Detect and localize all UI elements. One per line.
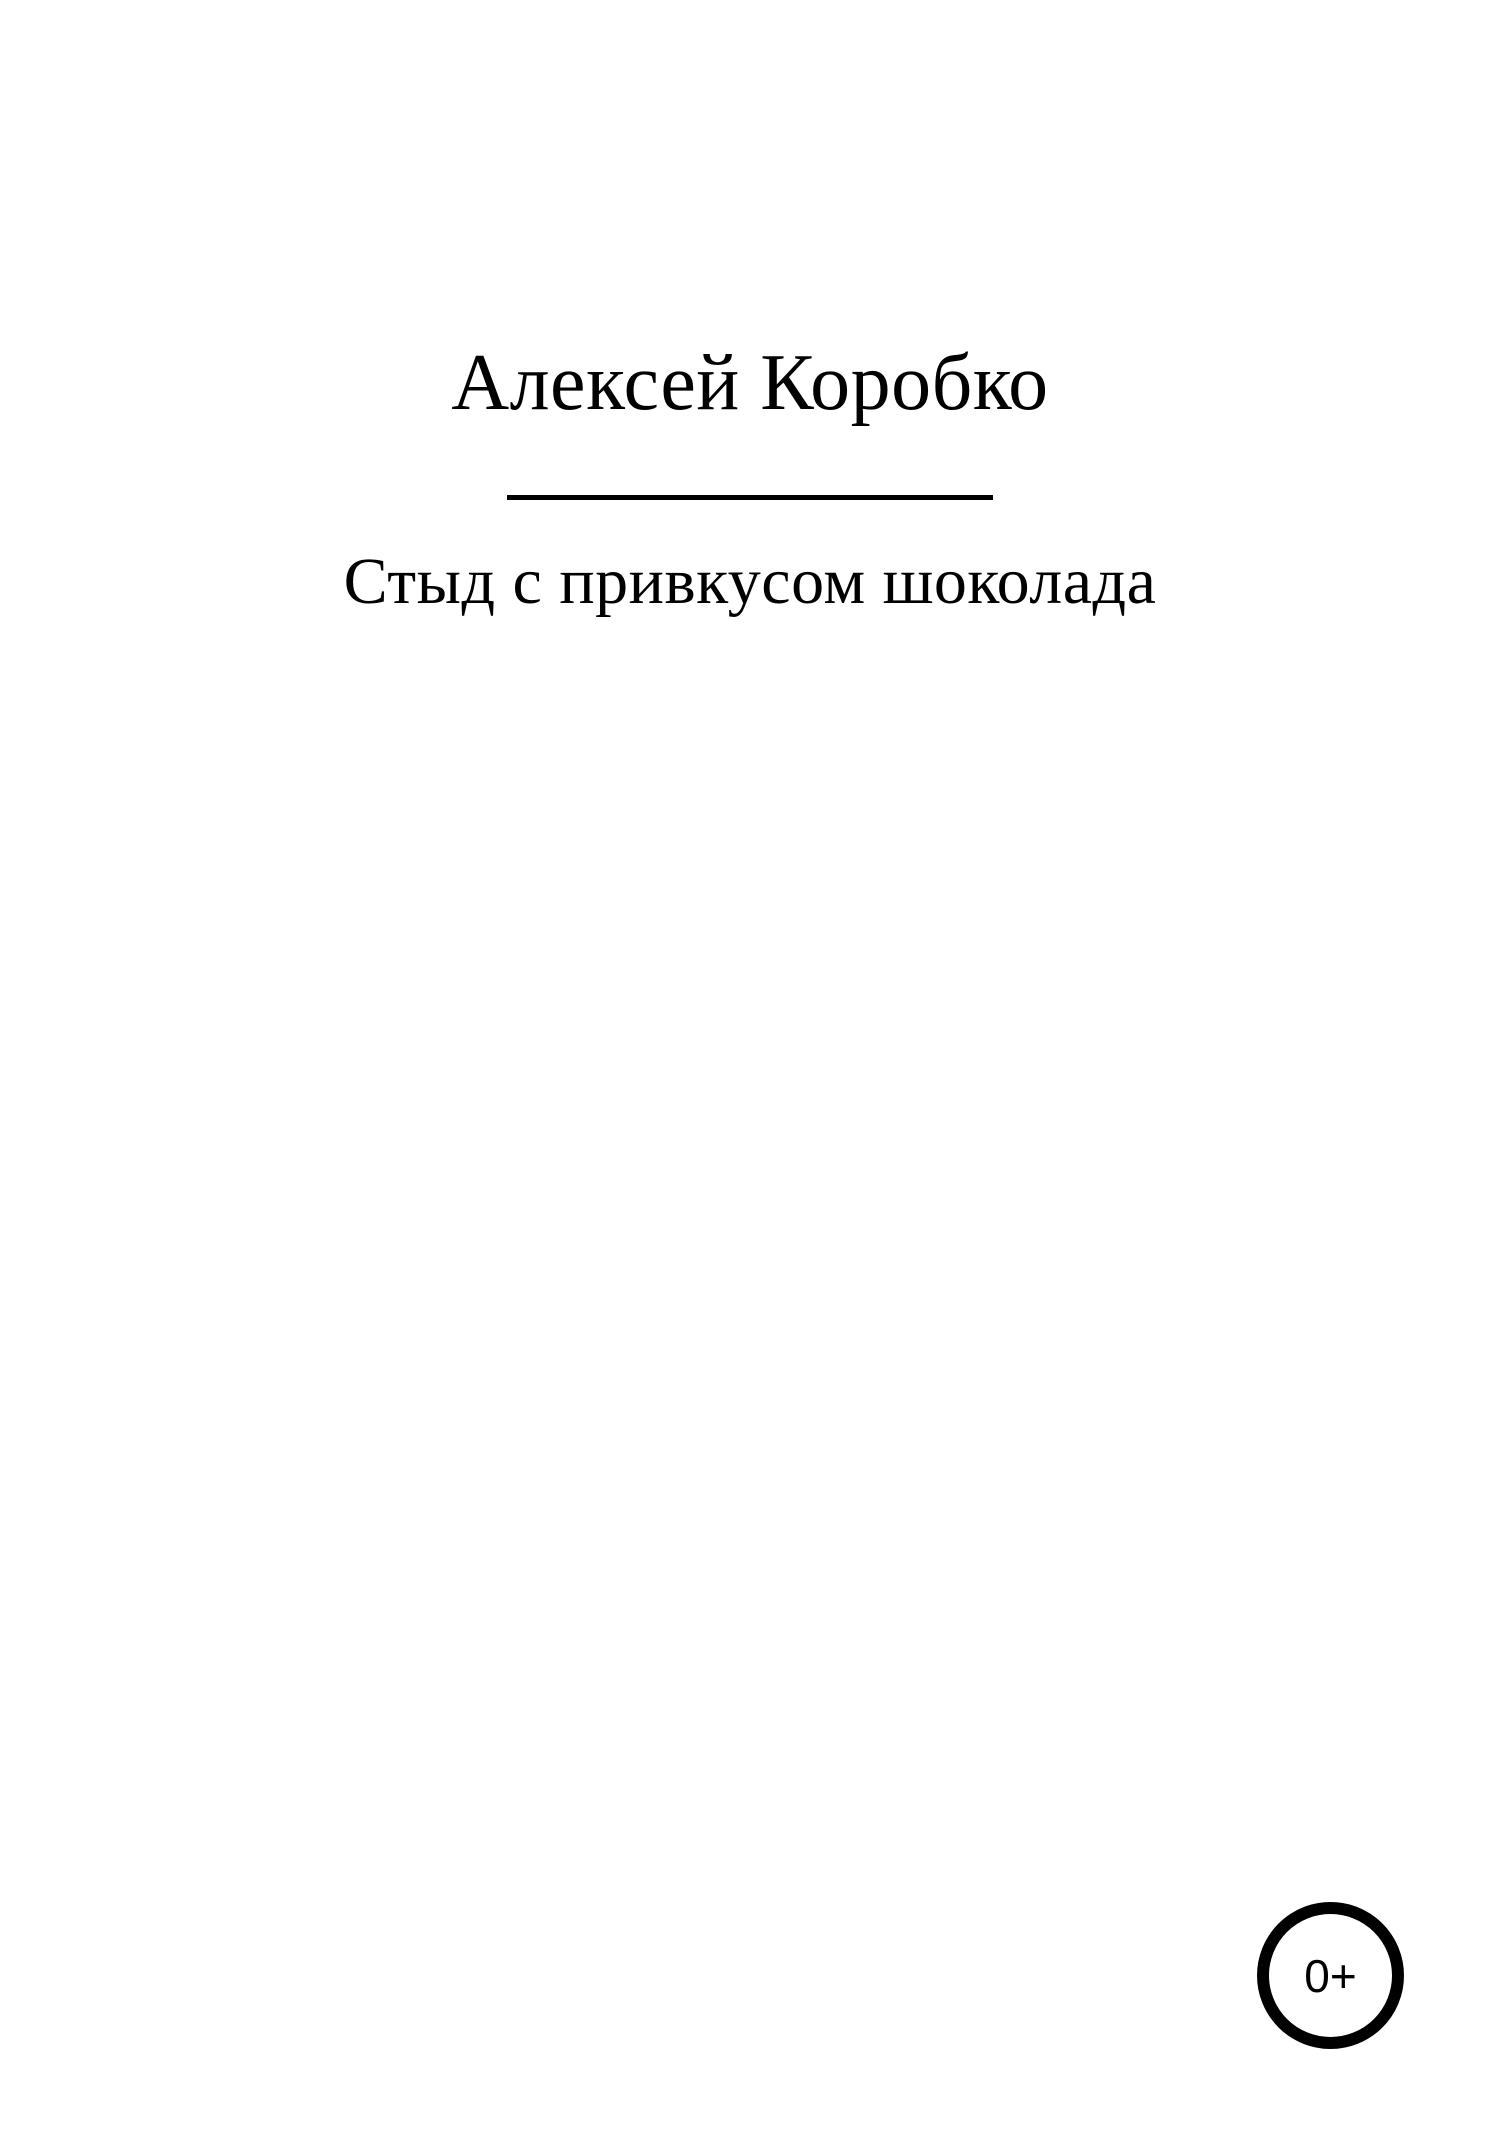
age-rating-label: 0+ — [1304, 1949, 1357, 2002]
divider-rule — [507, 495, 993, 500]
author-name: Алексей Коробко — [451, 339, 1049, 427]
book-title: Стыд с привкусом шоколада — [343, 545, 1157, 618]
age-rating-badge — [1257, 1902, 1404, 2049]
